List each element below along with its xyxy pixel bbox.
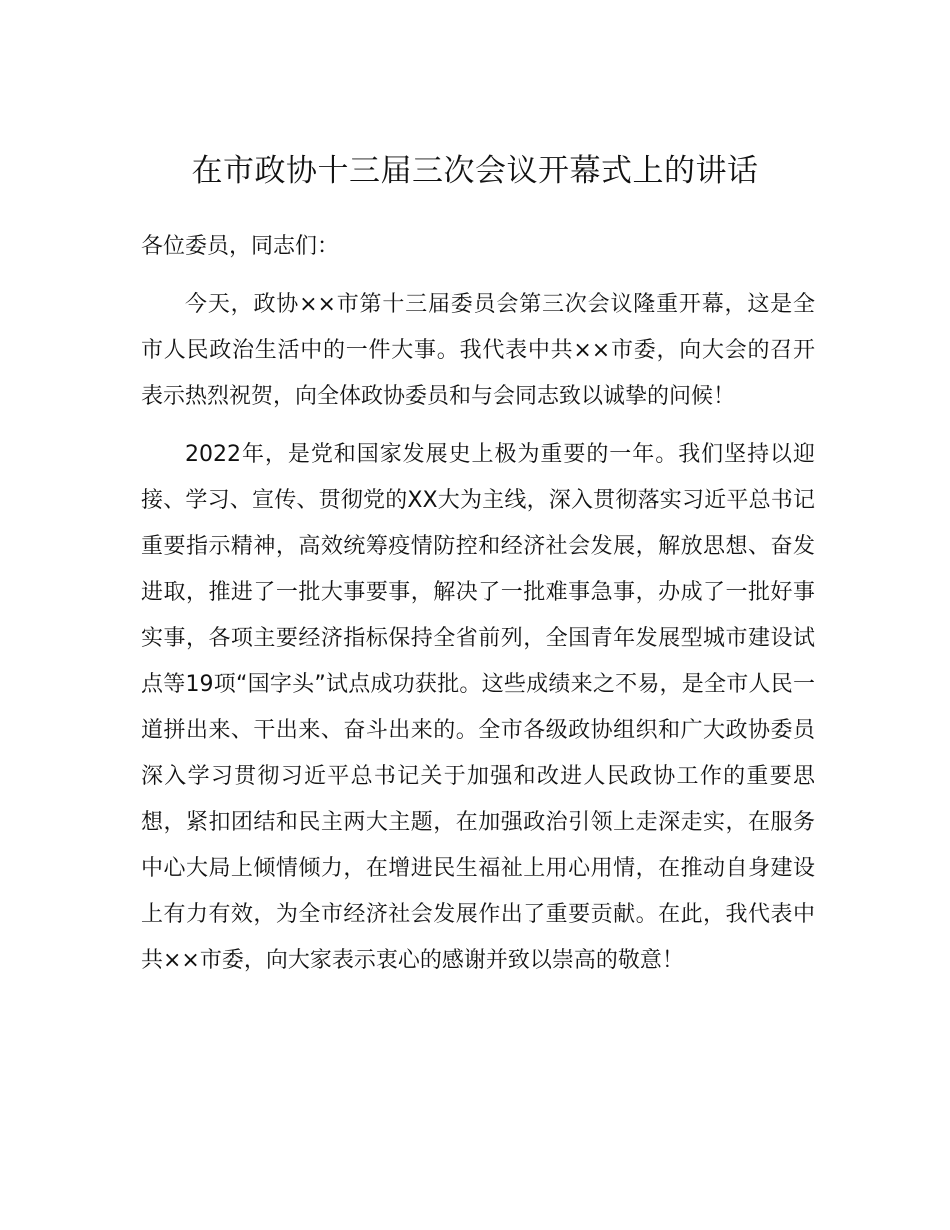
paragraph-review-2022: 2022年，是党和国家发展史上极为重要的一年。我们坚持以迎接、学习、宣传、贯彻党的XX大为主线，深入贯彻落实习近平总书记重要指示精神，高效统筹疫情防控和经济社会发展，解放思想、奋发进取，推进了一批大事要事，解决了一批难事急事，办成了一批好事实事，各项主要经济指标保持全省前列，全国青年发展型城市建设试点等19项“国字头”试点成功获批。这些成绩来之不易，是全市人民一道拼出来、干出来、奋斗出来的。全市各级政协组织和广大政协委员深入学习贯彻习近平总书记关于加强和改进人民政协工作的重要思想，紧扣团结和民主两大主题，在加强政治引领上走深走实，在服务中心大局上倾情倾力，在增进民生福祉上用心用情，在推动自身建设上有力有效，为全市经济社会发展作出了重要贡献。在此，我代表中共××市委，向大家表示衷心的感谢并致以崇高的敬意！ bbox=[141, 442, 815, 973]
paragraph-opening: 今天，政协××市第十三届委员会第三次会议隆重开幕，这是全市人民政治生活中的一件大事。我代表中共××市委，向大会的召开表示热烈祝贺，向全体政协委员和与会同志致以诚挚的问候！ bbox=[141, 292, 815, 409]
document-body bbox=[141, 224, 815, 996]
salutation: 各位委员，同志们： bbox=[141, 234, 340, 259]
document-title: 在市政协十三届三次会议开幕式上的讲话 bbox=[191, 153, 759, 189]
